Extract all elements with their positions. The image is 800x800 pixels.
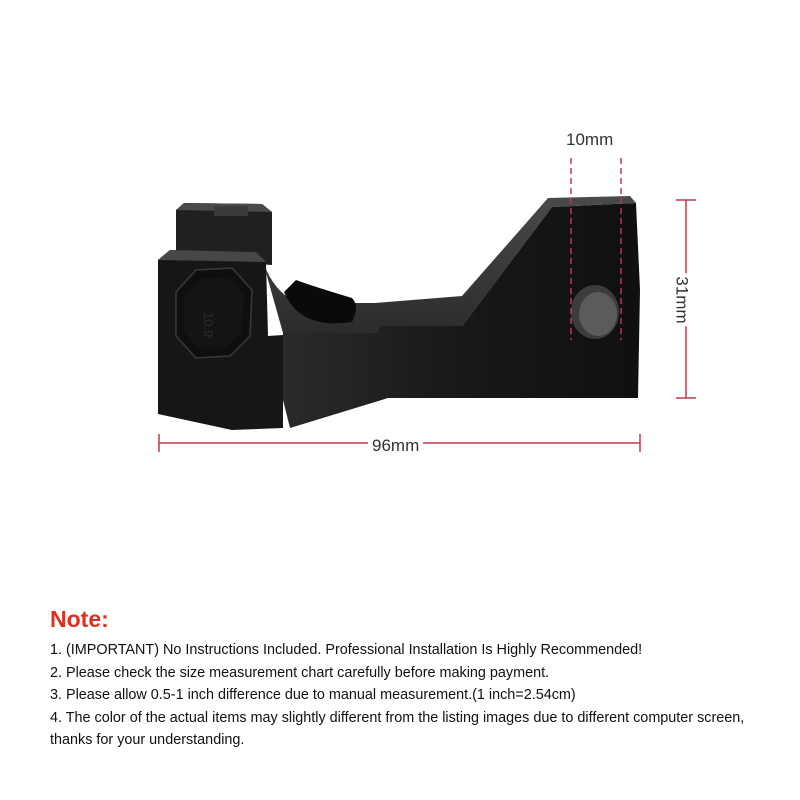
bolt-head-marking: 10.9 [201, 312, 216, 338]
note-list [50, 639, 780, 752]
height-dimension-label: 31mm [672, 273, 692, 326]
width-dimension-label: 96mm [368, 436, 423, 456]
note-title: Note: [50, 606, 109, 632]
note-item: 3. Please allow 0.5-1 inch difference due to manual measurement.(1 inch=2.54cm) [50, 687, 576, 703]
note-item: 1. (IMPORTANT) No Instructions Included. Professional Installation Is Highly Recommended! [50, 642, 643, 658]
note-section [50, 606, 780, 752]
mounting-hole-inner [579, 292, 617, 336]
upper-bolt-end [214, 206, 248, 216]
hole-diameter-label: 10mm [566, 130, 614, 149]
note-item: 4. The color of the actual items may slightly different from the listing images due to different computer screen, thanks for your understanding. [50, 709, 745, 748]
note-item: 2. Please check the size measurement chart carefully before making payment. [50, 664, 550, 681]
bracket-product-photo [158, 196, 640, 430]
